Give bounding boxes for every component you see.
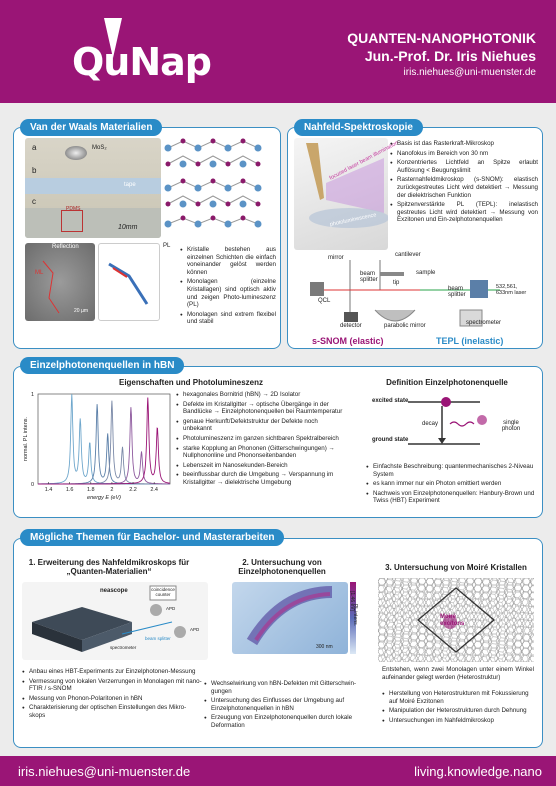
label-pdms: PDMS: [66, 206, 81, 212]
logo: QuNap: [72, 40, 212, 84]
chart-x-tick-label: 2.2: [129, 487, 137, 493]
label-parabolic-mirror: parabolic mirror: [384, 323, 426, 329]
chart-x-tick-label: 2.4: [150, 487, 158, 493]
label-ground-state: ground state: [372, 437, 409, 443]
label-excited-state: excited state: [372, 398, 409, 404]
topic-2-bullet: ● Erzeugung von Einzelphotonenquellen durch lokale Deformation: [204, 714, 366, 729]
nahfeld-bullet: ● Konzentriertes Lichtfeld an Spitze erlaubt Auflösung < Beugungslimit: [390, 159, 538, 174]
label-coincidence-counter: coincidence counter: [151, 587, 175, 597]
hbn-bullet: ● beeinflussbar durch die Umgebung → Verspannung im Kristallgitter → dielektrische Umgebung: [176, 471, 346, 486]
author-name: Jun.-Prof. Dr. Iris Niehues: [364, 48, 536, 64]
label-mos2: MoS₂: [92, 145, 107, 151]
chart-y-tick-label: 1: [30, 392, 34, 398]
topic-1-bullet: ● Messung von Phonon-Polaritonen in hBN: [22, 695, 202, 703]
vdw-bullet: ● Kristalle bestehen aus einzelnen Schichten die einfach voneinander gelöst werden können: [180, 246, 276, 276]
topic-3-title: 3. Untersuchung von Moiré Kristallen: [385, 563, 527, 572]
topic-2-title: 2. Untersuchung von Einzelphotonenquellen: [238, 558, 326, 576]
topic-3-bullet: ● Untersuchungen im Nahfeldmikroskop: [382, 717, 534, 725]
definition-bullets: [366, 463, 536, 507]
hbn-bullet: ● genaue Herkunft/Defektstruktur der Defekte noch unbekannt: [176, 418, 346, 433]
label-photoluminescence: photoluminescence: [329, 212, 377, 228]
exfoliation-photo: [25, 138, 161, 238]
label-detector: detector: [340, 323, 362, 329]
topic-1-bullets: [22, 668, 202, 722]
panel-nahfeld-title: Nahfeld-Spektroskopie: [294, 119, 423, 136]
footer: [0, 756, 556, 786]
topic-2-bullet: ● Wechselwirkung von hBN-Defekten mit Gitterschwin-gungen: [204, 680, 366, 695]
nahfeld-bullet: ● Rasternahfeldmikroskop (s-SNOM): elastisch zurückgestreutes Licht wird detektiert → Messung der dielektrischen Funktion: [390, 176, 538, 199]
nahfeld-bullet: ● Nanofokus im Bereich von 30 nm: [390, 150, 538, 158]
crystal-structure-icon: [163, 136, 273, 238]
label-cantilever: cantilever: [395, 252, 421, 258]
chart-y-label: normal. PL intens.: [23, 416, 29, 462]
label-t2-pl-intens: PL intens.: [352, 603, 359, 627]
chart-x-tick-label: 2: [110, 487, 114, 493]
label-tip: tip: [393, 280, 400, 286]
chart-series-line: [38, 394, 170, 484]
chart-series-line: [38, 407, 170, 484]
topic-3-intro: Entstehen, wenn zwei Monolagen unter einem Winkel aufeinander gelegt werden (Heterostruktur): [382, 666, 534, 681]
nahfeld-bullets: [390, 140, 538, 226]
vdw-bullet: ● Monolagen sind extrem flexibel und stabil: [180, 311, 276, 326]
label-300nm: 300 nm: [316, 644, 333, 650]
label-laser: 532,561, 633nm laser: [496, 284, 527, 296]
panel-hbn-title: Einzelphotonenquellen in hBN: [20, 357, 184, 374]
snom-label: s-SNOM (elastic): [312, 336, 384, 346]
topic-2-bullets: [204, 680, 366, 732]
hbn-bullets: [176, 391, 346, 489]
topic-2-bullet: ● Untersuchung des Einflusses der Umgebung auf Einzelphotonenquellen in hBN: [204, 697, 366, 712]
chart-x-label: energy E (eV): [87, 495, 121, 501]
vdw-bullet: ● Monolagen (einzelne Kristallagen) sind optisch aktiv und zeigen Photo-lumineszenz (PL): [180, 278, 276, 308]
footer-email[interactable]: iris.niehues@uni-muenster.de: [18, 764, 191, 779]
topic-3-bullets: [382, 690, 534, 726]
topic-1-bullet: ● Charakterisierung der optischen Einstellungen des Mikro-skops: [22, 704, 202, 719]
definition-title: Definition Einzelphotonenquelle: [386, 378, 508, 387]
panel-vdw-title: Van der Waals Materialien: [20, 119, 162, 136]
nahfeld-bullet: ● Spitzenverstärkte PL (TEPL): inelastisch gestreutes Licht wird detektiert → Messung von Exzitonen und Ein-zelphotonenquellen: [390, 201, 538, 224]
chart-series-line: [38, 404, 170, 484]
topic-1-title: 1. Erweiterung des Nahfeldmikroskops für „Quanten-Materialien“: [28, 558, 190, 576]
hbn-bullet: ● Defekte im Kristallgitter → optische Übergänge in der Bandlücke → Einzelphotonenquellen bei Raumtemperatur: [176, 401, 346, 416]
hbn-bullet: ● starke Kopplung an Phononen (Gitterschwingungen) → Nullphononline und Phononseitenbanden: [176, 445, 346, 460]
label-moire-excitons: Moiré excitons: [440, 614, 465, 627]
chart-x-tick-label: 1.4: [44, 487, 53, 493]
nahfeld-bullet: ● Basis ist das Rasterkraft-Mikroskop: [390, 140, 538, 148]
hbn-bullet: ● Lebenszeit im Nanosekunden-Bereich: [176, 462, 346, 470]
label-a: a: [32, 143, 37, 152]
label-sample: sample: [416, 270, 436, 276]
chart-series-line: [38, 398, 170, 485]
label-b: b: [32, 166, 37, 175]
footer-slogan: living.knowledge.nano: [414, 764, 542, 779]
pl-image: [98, 243, 160, 321]
chart-y-tick-label: 0: [30, 482, 34, 488]
label-apd-1: APD: [166, 606, 176, 611]
header-email[interactable]: iris.niehues@uni-muenster.de: [403, 67, 536, 78]
label-laser-beam: focused laser beam illumination: [328, 140, 400, 182]
vdw-bullets: [180, 246, 276, 328]
label-mirror: mirror: [328, 255, 344, 261]
definition-bullet: ● es kann immer nur ein Photon emittiert werden: [366, 480, 536, 488]
hbn-bullet: ● hexagonales Bornitrid (hBN) → 2D Isolator: [176, 391, 346, 399]
tepl-label: TEPL (inelastic): [436, 336, 504, 346]
hbn-subtitle: Eigenschaften und Photolumineszenz: [118, 378, 263, 387]
label-decay: decay: [422, 421, 439, 427]
header: [0, 0, 556, 103]
topic-1-bullet: ● Anbau eines HBT-Experiments zur Einzelphotonen-Messung: [22, 668, 202, 676]
label-spectrometer: spectrometer: [466, 320, 502, 326]
definition-bullet: ● Einfachste Beschreibung: quantenmechanisches 2-Niveau System: [366, 463, 536, 478]
pl-spectrum-chart: [20, 388, 178, 506]
label-10mm: 10mm: [118, 224, 138, 231]
label-tape: tape: [124, 182, 136, 188]
label-apd-2: APD: [190, 627, 200, 632]
label-beam-splitter-1: beam splitter: [360, 271, 378, 283]
label-pl: PL: [163, 243, 171, 249]
chart-x-tick-label: 1.6: [65, 487, 74, 493]
label-neascope: neascope: [100, 588, 128, 594]
hbn-bullet: ● Photolumineszenz im ganzen sichtbaren Spektralbereich: [176, 435, 346, 443]
chart-frame: [38, 394, 170, 484]
label-c: c: [32, 197, 36, 206]
label-20um: 20 µm: [74, 308, 88, 314]
label-reflection: Reflection: [52, 244, 79, 250]
topic-3-bullet: ● Herstellung von Heterostrukturen mit Fokussierung auf Moiré Exzitonen: [382, 690, 534, 705]
panel-themen-title: Mögliche Themen für Bachelor- und Masterarbeiten: [20, 529, 284, 546]
label-ml: ML: [35, 270, 44, 276]
topic-1-bullet: ● Vermessung von lokalen Verzerrungen in Monolagen mit nano-FTIR / s-SNOM: [22, 678, 202, 693]
chart-x-tick-label: 1.8: [86, 487, 95, 493]
label-beam-splitter-2: beam splitter: [448, 286, 466, 298]
chart-series-line: [38, 401, 170, 484]
label-single-photon: single photon: [501, 420, 521, 432]
label-t1-beam-splitter: beam splitter: [145, 636, 171, 641]
label-qcl: QCL: [318, 298, 331, 304]
poster-title: QUANTEN-NANOPHOTONIK: [347, 30, 536, 46]
definition-bullet: ● Nachweis von Einzelphotonenquellen: Hanbury-Brown und Twiss (HBT) Experiment: [366, 490, 536, 505]
label-t1-spectrometer: spectrometer: [110, 645, 137, 650]
topic-3-bullet: ● Manipulation der Heterostrukturen durch Dehnung: [382, 707, 534, 715]
label-t2-energy: [1.46 eV]: [349, 590, 356, 612]
